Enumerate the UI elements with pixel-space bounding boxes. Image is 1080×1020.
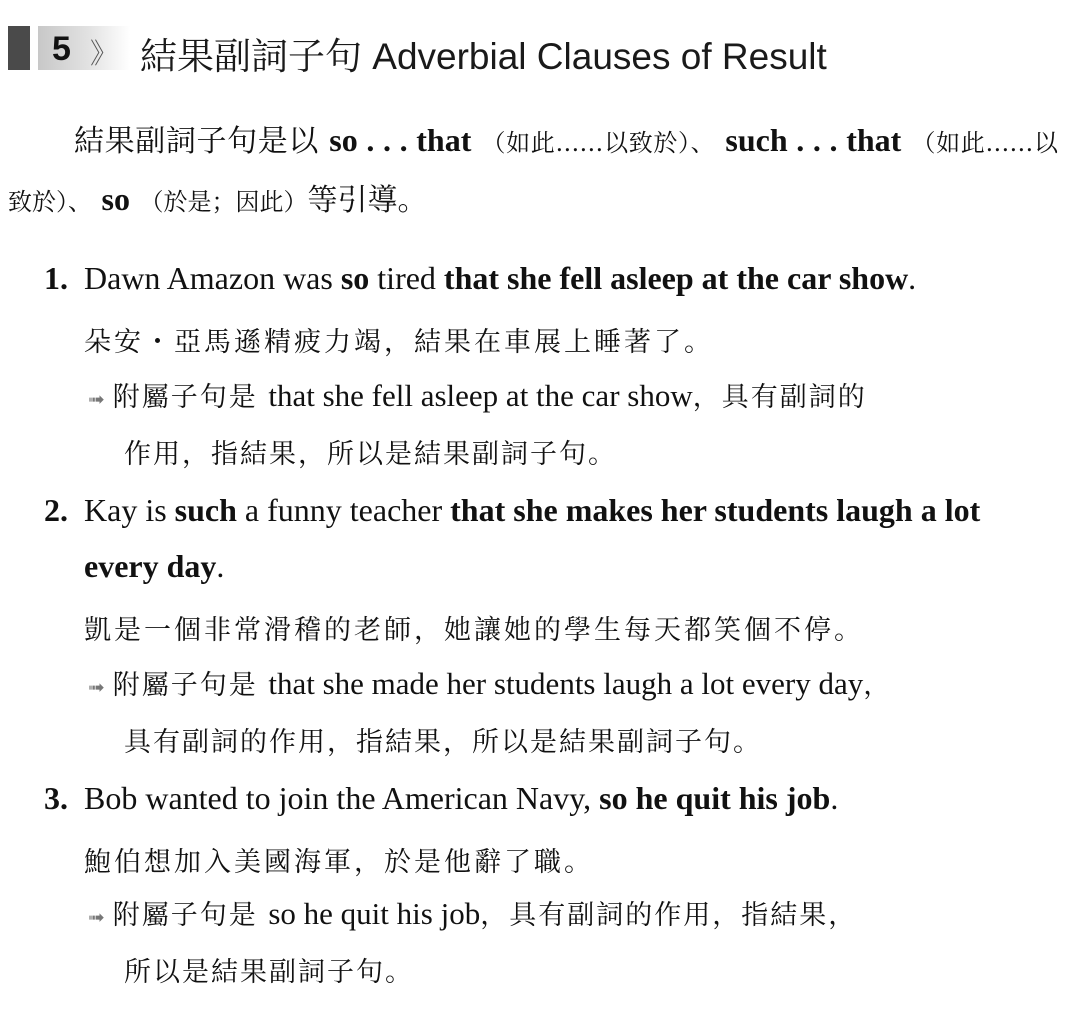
arrow-icon: ➟ xyxy=(88,387,105,411)
note-clause: that she made her students laugh a lot every day xyxy=(268,666,864,701)
sentence-text: Bob wanted to join the American Navy, xyxy=(84,780,600,816)
example-number: 1. xyxy=(44,260,68,296)
example-translation: 朵安・亞馬遜精疲力竭，結果在車展上睡著了。 xyxy=(84,327,714,358)
result-clause: so he quit his job xyxy=(599,780,831,816)
sentence-text: a funny teacher xyxy=(236,492,451,528)
sentence-text: . xyxy=(216,548,225,584)
note-text: 附屬子句是 xyxy=(112,382,258,413)
section-title: 結果副詞子句 Adverbial Clauses of Result xyxy=(140,36,827,77)
note-clause: that she fell asleep at the car show xyxy=(268,378,693,413)
example-translation: 凱是一個非常滑稽的老師，她讓她的學生每天都笑個不停。 xyxy=(84,615,864,646)
sentence-text: Dawn Amazon was xyxy=(84,260,341,296)
keyword-so-that: so . . . that xyxy=(329,122,472,158)
keyword: such xyxy=(174,492,237,528)
example-translation: 鮑伯想加入美國海軍，於是他辭了職。 xyxy=(84,847,594,878)
sentence-text: tired xyxy=(369,260,444,296)
result-clause: that she makes her students laugh a lot every day xyxy=(84,492,981,584)
note-text: ， xyxy=(863,670,893,701)
note-text: 具有副詞的作用，指結果，所以是結果副詞子句。 xyxy=(124,727,762,758)
note-text: ，具有副詞的作用，指結果， xyxy=(480,900,858,931)
keyword: so xyxy=(340,260,370,296)
note-text: 所以是結果副詞子句。 xyxy=(124,957,414,988)
note-clause: so he quit his job xyxy=(268,896,481,931)
intro-lead: 結果副詞子句是以 xyxy=(74,124,320,159)
intro-tail: 等引導。 xyxy=(307,183,428,218)
example-note xyxy=(88,656,1038,771)
keyword-so: so xyxy=(101,181,130,217)
result-clause: that she fell asleep at the car show xyxy=(443,260,909,296)
section-number: 5 xyxy=(52,30,71,68)
example-number: 3. xyxy=(44,780,68,816)
gloss: （如此……以致於）、 xyxy=(8,129,1059,216)
gloss: （如此……以致於）、 xyxy=(481,129,716,157)
example-sentence xyxy=(84,770,1049,826)
example-sentence xyxy=(84,250,1049,306)
example-note xyxy=(88,368,1038,483)
example-sentence xyxy=(84,482,1049,594)
sentence-text: . xyxy=(908,260,917,296)
example-note xyxy=(88,886,1038,1001)
header-bar xyxy=(8,26,30,70)
arrow-icon: ➟ xyxy=(88,905,105,929)
gloss: （於是；因此） xyxy=(139,188,308,216)
sentence-text: Kay is xyxy=(84,492,175,528)
note-text: 作用，指結果，所以是結果副詞子句。 xyxy=(124,439,617,470)
sentence-text: . xyxy=(830,780,839,816)
note-text: 附屬子句是 xyxy=(112,900,258,931)
note-text: 附屬子句是 xyxy=(112,670,258,701)
arrow-icon: ➟ xyxy=(88,675,105,699)
chevron-icon: 》 xyxy=(90,37,115,70)
example-number: 2. xyxy=(44,492,68,528)
section-header xyxy=(8,22,1068,77)
note-text: ，具有副詞的 xyxy=(692,382,867,413)
intro-paragraph xyxy=(8,112,1058,230)
keyword-such-that: such . . . that xyxy=(725,122,902,158)
